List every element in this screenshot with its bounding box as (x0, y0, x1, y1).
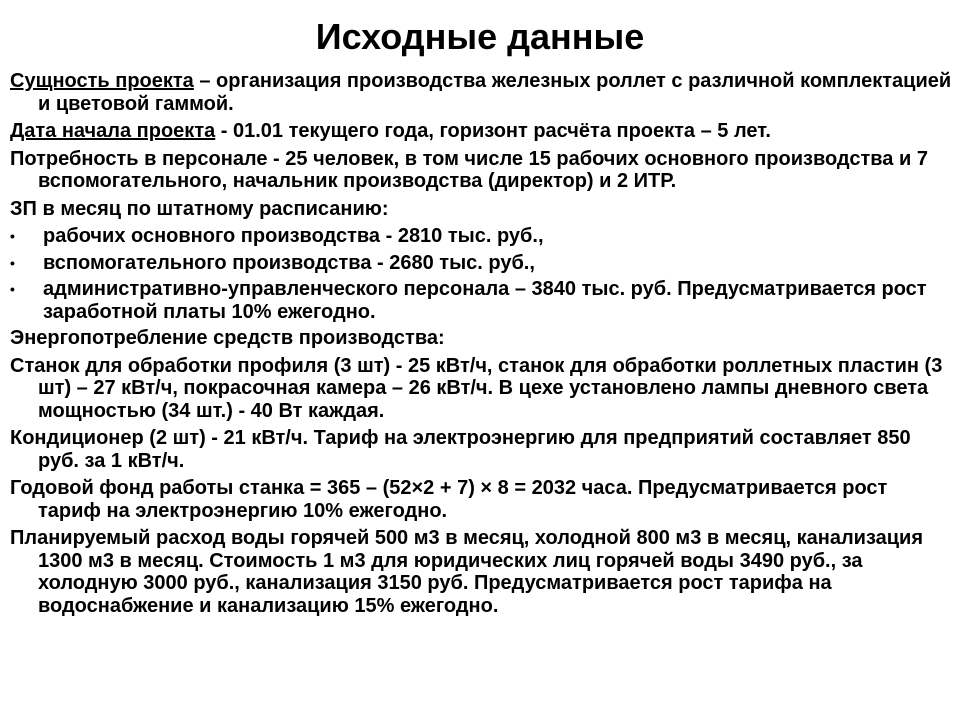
staff-paragraph: Потребность в персонале - 25 человек, в том числе 15 рабочих основного производства и 7 вспомогательного, начальник производства (директор) и 2 ИТР. (10, 147, 928, 192)
bullet-item (10, 252, 955, 275)
project-start-paragraph (10, 120, 955, 143)
project-essence-paragraph (10, 70, 955, 115)
equipment-paragraph: Станок для обработки профиля (3 шт) - 25 кВт/ч, станок для обработки роллетных пластин (3 шт) – 27 кВт/ч, покрасочная камера – 26 кВт/ч. В цехе установлено лампы дневного света мощностью (34 шт.) - 40 Вт каждая. (10, 354, 943, 422)
slide-title: Исходные данные (315, 16, 645, 57)
salary-heading: ЗП в месяц по штатному расписанию: (10, 197, 389, 220)
project-essence-text: – организация производства железных роллет с различной комплектацией и цветовой гаммой. (38, 70, 952, 115)
bullet-icon: • (10, 228, 15, 244)
annual-fund-paragraph: Годовой фонд работы станка = 365 – (52×2 + 7) × 8 = 2032 часа. Предусматривается рост тариф на электроэнергию 10% ежегодно. (10, 477, 888, 522)
project-essence-label: Сущность проекта (10, 70, 194, 92)
bullet-item (10, 225, 955, 248)
bullet-text: рабочих основного производства - 2810 тыс. руб., (43, 225, 544, 247)
project-start-text: - 01.01 текущего года, горизонт расчёта проекта – 5 лет. (215, 120, 771, 142)
conditioner-paragraph: Кондиционер (2 шт) - 21 кВт/ч. Тариф на электроэнергию для предприятий составляет 850 руб. за 1 кВт/ч. (10, 427, 911, 472)
energy-heading: Энергопотребление средств производства: (10, 327, 445, 349)
bullet-icon: • (10, 254, 15, 271)
slide-content (10, 70, 955, 622)
bullet-text: вспомогательного производства - 2680 тыс. руб., (43, 251, 535, 274)
bullet-icon: • (10, 281, 15, 297)
bullet-item (10, 278, 955, 323)
project-start-label: Дата начала проекта (10, 120, 216, 142)
bullet-text: административно-управленческого персонала – 3840 тыс. руб. Предусматривается рост заработной платы 10% ежегодно. (43, 278, 927, 323)
water-paragraph: Планируемый расход воды горячей 500 м3 в месяц, холодной 800 м3 в месяц, канализация 1300 м3 в месяц. Стоимость 1 м3 для юридических лиц горячей воды 3490 руб., за холодную 3000 руб., канализация 3150 руб. Предусматривается рост тарифа на водоснабжение и канализацию 15% ежегодно. (10, 527, 924, 617)
